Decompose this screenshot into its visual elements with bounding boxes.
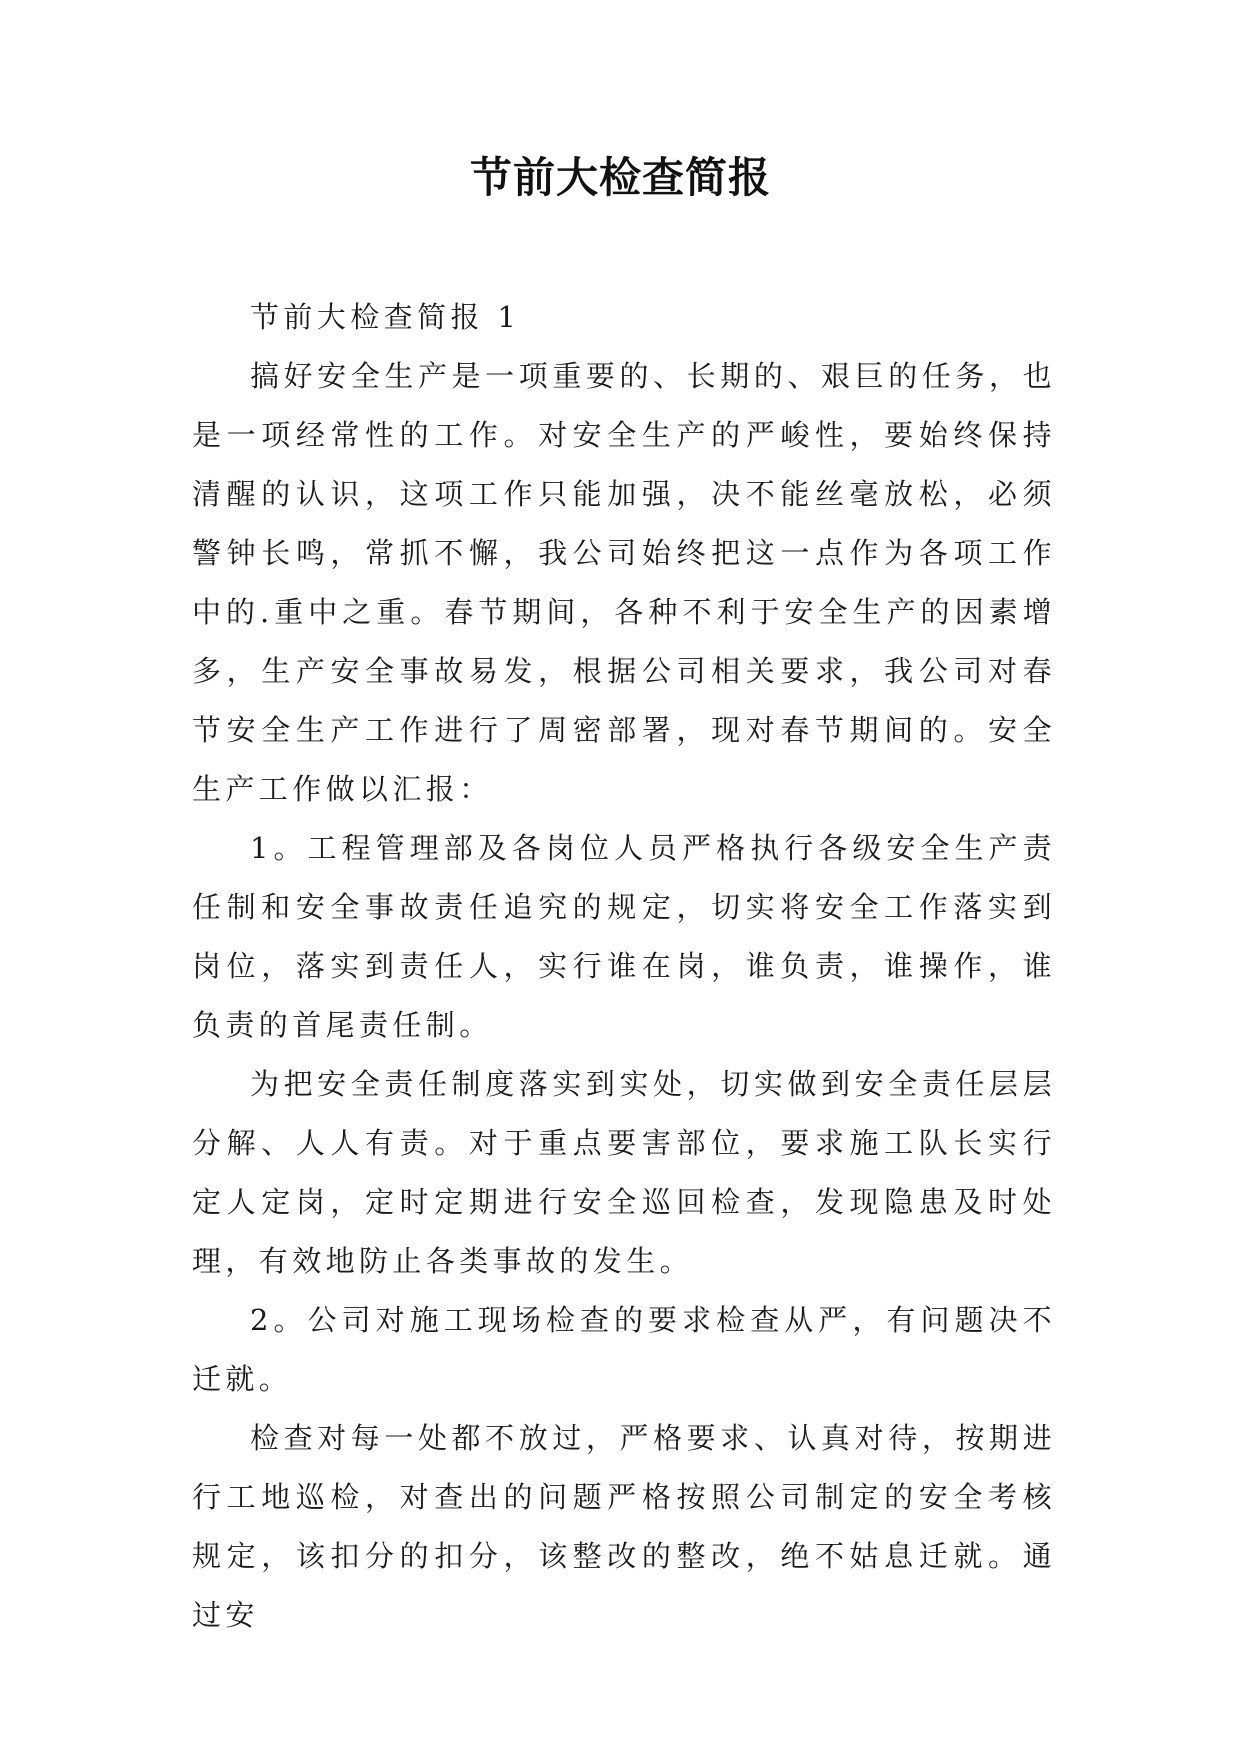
paragraph: 检查对每一处都不放过，严格要求、认真对待，按期进行工地巡检，对查出的问题严格按照公司制定的安全考核规定，该扣分的扣分，该整改的整改，绝不姑息迁就。通过安 [192, 1421, 1056, 1632]
document-title: 节前大检查简报 [469, 153, 771, 202]
paragraph: 1。工程管理部及各岗位人员严格执行各级安全生产责任制和安全事故责任追究的规定，切实将安全工作落实到岗位，落实到责任人，实行谁在岗，谁负责，谁操作，谁负责的首尾责任制。 [192, 831, 1056, 1042]
paragraph: 2。公司对施工现场检查的要求检查从严，有问题决不迁就。 [192, 1303, 1056, 1396]
section-heading: 节前大检查简报 1 [250, 300, 521, 334]
paragraph: 搞好安全生产是一项重要的、长期的、艰巨的任务，也是一项经常性的工作。对安全生产的严峻性，要始终保持清醒的认识，这项工作只能加强，决不能丝毫放松，必须警钟长鸣，常抓不懈，我公司始终把这一点作为各项工作中的.重中之重。春节期间，各种不利于安全生产的因素增多，生产安全事故易发，根据公司相关要求，我公司对春节安全生产工作进行了周密部署，现对春节期间的。安全生产工作做以汇报： [192, 359, 1056, 806]
document-body [192, 288, 1056, 1645]
paragraph: 为把安全责任制度落实到实处，切实做到安全责任层层分解、人人有责。对于重点要害部位，要求施工队长实行定人定岗，定时定期进行安全巡回检查，发现隐患及时处理，有效地防止各类事故的发生。 [192, 1067, 1056, 1278]
